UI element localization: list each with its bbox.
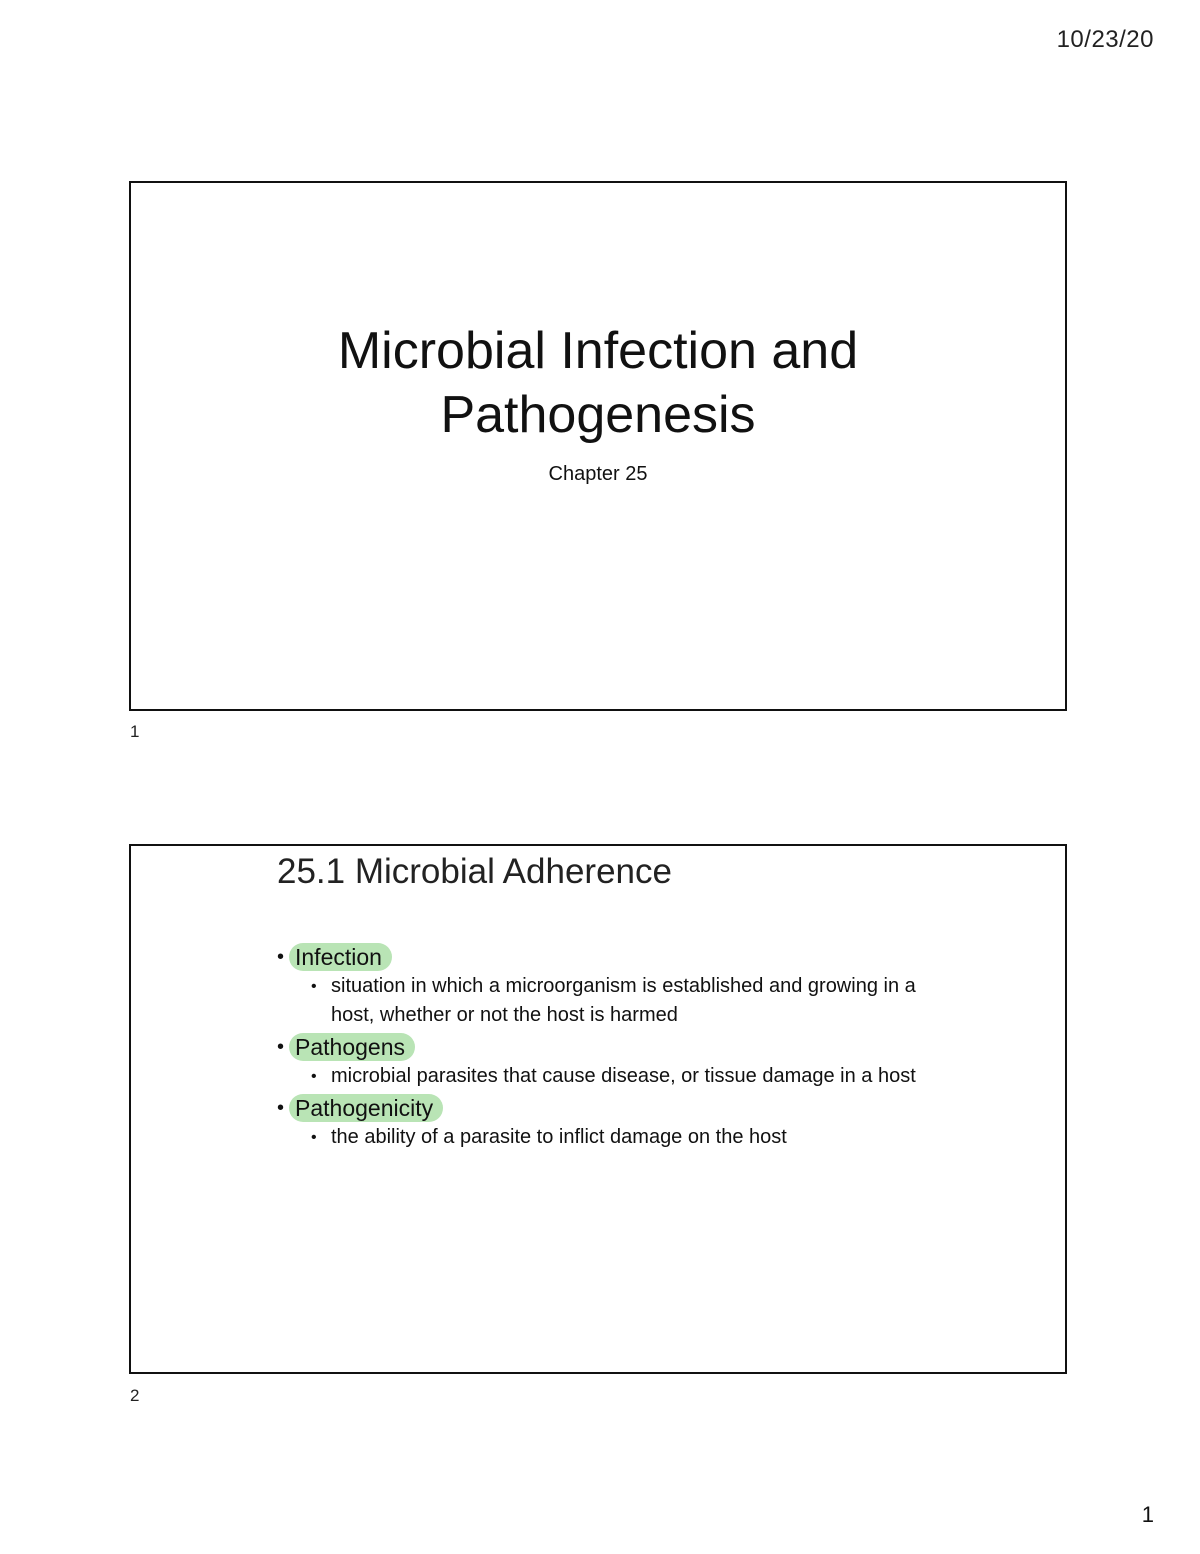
list-item [277, 942, 937, 1030]
slide-1-number: 1 [130, 722, 140, 741]
slide-2-number: 2 [130, 1386, 140, 1405]
page-number: 1 [1141, 1502, 1154, 1527]
slide-1-subtitle: Chapter 25 [548, 463, 648, 485]
list-item [277, 1032, 937, 1091]
slide-2-heading: 25.1 Microbial Adherence [277, 852, 672, 891]
bullet-icon: • [277, 946, 285, 968]
slide-1-title-line-2: Pathogenesis [440, 386, 756, 444]
sub-bullet-icon: • [311, 1068, 317, 1085]
term-pathogenicity: Pathogenicity [289, 1094, 443, 1122]
list-item [277, 1093, 937, 1152]
term-pathogens: Pathogens [289, 1033, 415, 1061]
slide-1-title [131, 319, 1065, 447]
slide-1 [129, 181, 1067, 711]
page-date: 10/23/20 [1056, 26, 1154, 53]
slide-1-title-line-1: Microbial Infection and [337, 322, 859, 380]
definition-pathogenicity: the ability of a parasite to inflict damage on the host [331, 1126, 787, 1148]
sub-bullet-icon: • [311, 978, 317, 995]
definition-infection: situation in which a microorganism is established and growing in a host, whether or not the host is harmed [331, 975, 916, 1026]
term-infection: Infection [289, 943, 392, 971]
bullet-icon: • [277, 1097, 285, 1119]
definition-pathogens: microbial parasites that cause disease, or tissue damage in a host [331, 1065, 916, 1087]
bullet-icon: • [277, 1036, 285, 1058]
term-list [277, 942, 937, 1154]
sub-bullet-icon: • [311, 1129, 317, 1146]
slide-2 [129, 844, 1067, 1374]
